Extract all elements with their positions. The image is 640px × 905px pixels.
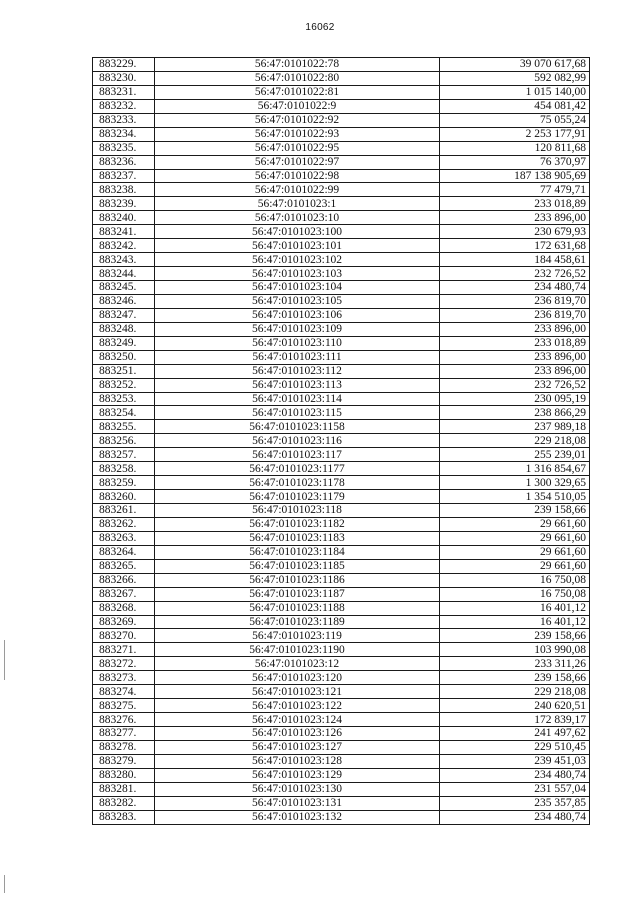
row-number-cell: 883271. (93, 643, 155, 657)
table-row (93, 85, 590, 99)
cadastral-value-cell: 172 839,17 (440, 713, 590, 727)
scan-margin-mark (4, 640, 5, 680)
row-number-cell: 883255. (93, 420, 155, 434)
table-row (93, 141, 590, 155)
cadastral-value-cell: 236 819,70 (440, 308, 590, 322)
cadastral-number-cell: 56:47:0101023:126 (155, 727, 440, 741)
table-row (93, 657, 590, 671)
table-row (93, 113, 590, 127)
row-number-cell: 883232. (93, 99, 155, 113)
table-row (93, 587, 590, 601)
cadastral-value-cell: 1 316 854,67 (440, 462, 590, 476)
row-number-cell: 883265. (93, 559, 155, 573)
cadastral-value-cell: 454 081,42 (440, 99, 590, 113)
cadastral-value-cell: 233 896,00 (440, 364, 590, 378)
table-row (93, 768, 590, 782)
table-row (93, 350, 590, 364)
cadastral-number-cell: 56:47:0101022:92 (155, 113, 440, 127)
cadastral-number-cell: 56:47:0101022:98 (155, 169, 440, 183)
row-number-cell: 883266. (93, 573, 155, 587)
row-number-cell: 883236. (93, 155, 155, 169)
table-row (93, 754, 590, 768)
cadastral-value-cell: 29 661,60 (440, 545, 590, 559)
table-row (93, 517, 590, 531)
row-number-cell: 883264. (93, 545, 155, 559)
table-row (93, 71, 590, 85)
cadastral-value-cell: 239 451,03 (440, 754, 590, 768)
cadastral-value-cell: 255 239,01 (440, 448, 590, 462)
cadastral-number-cell: 56:47:0101023:113 (155, 378, 440, 392)
cadastral-number-cell: 56:47:0101023:109 (155, 322, 440, 336)
row-number-cell: 883231. (93, 85, 155, 99)
cadastral-value-cell: 75 055,24 (440, 113, 590, 127)
table-row (93, 378, 590, 392)
cadastral-value-cell: 16 750,08 (440, 573, 590, 587)
cadastral-value-cell: 239 158,66 (440, 671, 590, 685)
cadastral-value-cell: 230 095,19 (440, 392, 590, 406)
cadastral-number-cell: 56:47:0101023:105 (155, 294, 440, 308)
row-number-cell: 883270. (93, 629, 155, 643)
cadastral-number-cell: 56:47:0101023:1187 (155, 587, 440, 601)
table-row (93, 504, 590, 518)
cadastral-number-cell: 56:47:0101023:1179 (155, 490, 440, 504)
table-row (93, 559, 590, 573)
cadastral-number-cell: 56:47:0101022:9 (155, 99, 440, 113)
cadastral-number-cell: 56:47:0101023:1183 (155, 531, 440, 545)
register-table-body (93, 58, 590, 825)
row-number-cell: 883258. (93, 462, 155, 476)
table-row (93, 183, 590, 197)
table-row (93, 239, 590, 253)
cadastral-value-cell: 233 018,89 (440, 336, 590, 350)
cadastral-number-cell: 56:47:0101022:97 (155, 155, 440, 169)
row-number-cell: 883243. (93, 253, 155, 267)
cadastral-value-cell: 239 158,66 (440, 629, 590, 643)
cadastral-number-cell: 56:47:0101022:95 (155, 141, 440, 155)
table-row (93, 211, 590, 225)
cadastral-value-cell: 29 661,60 (440, 559, 590, 573)
cadastral-number-cell: 56:47:0101023:1 (155, 197, 440, 211)
cadastral-number-cell: 56:47:0101023:1190 (155, 643, 440, 657)
table-row (93, 685, 590, 699)
cadastral-value-cell: 232 726,52 (440, 378, 590, 392)
cadastral-value-cell: 184 458,61 (440, 253, 590, 267)
table-row (93, 58, 590, 72)
row-number-cell: 883282. (93, 796, 155, 810)
cadastral-value-cell: 240 620,51 (440, 699, 590, 713)
table-row (93, 406, 590, 420)
cadastral-number-cell: 56:47:0101023:12 (155, 657, 440, 671)
table-row (93, 782, 590, 796)
cadastral-number-cell: 56:47:0101022:93 (155, 127, 440, 141)
row-number-cell: 883254. (93, 406, 155, 420)
table-row (93, 197, 590, 211)
cadastral-value-cell: 16 401,12 (440, 615, 590, 629)
row-number-cell: 883280. (93, 768, 155, 782)
cadastral-number-cell: 56:47:0101022:80 (155, 71, 440, 85)
row-number-cell: 883272. (93, 657, 155, 671)
cadastral-value-cell: 233 018,89 (440, 197, 590, 211)
cadastral-number-cell: 56:47:0101023:122 (155, 699, 440, 713)
row-number-cell: 883250. (93, 350, 155, 364)
table-row (93, 601, 590, 615)
cadastral-number-cell: 56:47:0101023:106 (155, 308, 440, 322)
row-number-cell: 883237. (93, 169, 155, 183)
table-row (93, 420, 590, 434)
row-number-cell: 883275. (93, 699, 155, 713)
cadastral-number-cell: 56:47:0101023:103 (155, 267, 440, 281)
row-number-cell: 883277. (93, 727, 155, 741)
cadastral-number-cell: 56:47:0101023:104 (155, 281, 440, 295)
table-row (93, 531, 590, 545)
cadastral-number-cell: 56:47:0101022:81 (155, 85, 440, 99)
cadastral-value-cell: 234 480,74 (440, 768, 590, 782)
cadastral-number-cell: 56:47:0101023:112 (155, 364, 440, 378)
cadastral-value-cell: 172 631,68 (440, 239, 590, 253)
row-number-cell: 883253. (93, 392, 155, 406)
row-number-cell: 883259. (93, 476, 155, 490)
cadastral-number-cell: 56:47:0101023:131 (155, 796, 440, 810)
row-number-cell: 883242. (93, 239, 155, 253)
table-row (93, 308, 590, 322)
row-number-cell: 883241. (93, 225, 155, 239)
table-row (93, 699, 590, 713)
cadastral-value-cell: 1 300 329,65 (440, 476, 590, 490)
cadastral-value-cell: 237 989,18 (440, 420, 590, 434)
cadastral-value-cell: 76 370,97 (440, 155, 590, 169)
cadastral-number-cell: 56:47:0101023:129 (155, 768, 440, 782)
cadastral-number-cell: 56:47:0101023:111 (155, 350, 440, 364)
table-row (93, 476, 590, 490)
cadastral-value-cell: 238 866,29 (440, 406, 590, 420)
row-number-cell: 883267. (93, 587, 155, 601)
cadastral-value-cell: 29 661,60 (440, 517, 590, 531)
row-number-cell: 883252. (93, 378, 155, 392)
row-number-cell: 883256. (93, 434, 155, 448)
table-row (93, 462, 590, 476)
cadastral-value-cell: 1 354 510,05 (440, 490, 590, 504)
cadastral-number-cell: 56:47:0101023:1184 (155, 545, 440, 559)
cadastral-value-cell: 233 311,26 (440, 657, 590, 671)
table-row (93, 643, 590, 657)
cadastral-number-cell: 56:47:0101023:110 (155, 336, 440, 350)
cadastral-number-cell: 56:47:0101023:117 (155, 448, 440, 462)
row-number-cell: 883263. (93, 531, 155, 545)
cadastral-number-cell: 56:47:0101023:130 (155, 782, 440, 796)
cadastral-value-cell: 120 811,68 (440, 141, 590, 155)
cadastral-number-cell: 56:47:0101023:1177 (155, 462, 440, 476)
table-row (93, 448, 590, 462)
row-number-cell: 883239. (93, 197, 155, 211)
table-row (93, 155, 590, 169)
row-number-cell: 883279. (93, 754, 155, 768)
row-number-cell: 883278. (93, 740, 155, 754)
table-row (93, 253, 590, 267)
cadastral-number-cell: 56:47:0101023:10 (155, 211, 440, 225)
cadastral-value-cell: 16 750,08 (440, 587, 590, 601)
table-row (93, 225, 590, 239)
table-row (93, 127, 590, 141)
table-row (93, 392, 590, 406)
cadastral-number-cell: 56:47:0101023:116 (155, 434, 440, 448)
row-number-cell: 883274. (93, 685, 155, 699)
cadastral-number-cell: 56:47:0101023:128 (155, 754, 440, 768)
row-number-cell: 883260. (93, 490, 155, 504)
row-number-cell: 883245. (93, 281, 155, 295)
cadastral-number-cell: 56:47:0101023:127 (155, 740, 440, 754)
cadastral-value-cell: 231 557,04 (440, 782, 590, 796)
row-number-cell: 883269. (93, 615, 155, 629)
row-number-cell: 883281. (93, 782, 155, 796)
table-row (93, 322, 590, 336)
cadastral-value-cell: 239 158,66 (440, 504, 590, 518)
row-number-cell: 883244. (93, 267, 155, 281)
cadastral-number-cell: 56:47:0101022:78 (155, 58, 440, 72)
table-row (93, 629, 590, 643)
cadastral-value-cell: 236 819,70 (440, 294, 590, 308)
table-row (93, 545, 590, 559)
cadastral-number-cell: 56:47:0101023:1185 (155, 559, 440, 573)
cadastral-number-cell: 56:47:0101023:1189 (155, 615, 440, 629)
table-row (93, 727, 590, 741)
table-row (93, 713, 590, 727)
row-number-cell: 883247. (93, 308, 155, 322)
cadastral-value-cell: 230 679,93 (440, 225, 590, 239)
table-row (93, 364, 590, 378)
row-number-cell: 883283. (93, 810, 155, 824)
cadastral-number-cell: 56:47:0101023:120 (155, 671, 440, 685)
cadastral-value-cell: 16 401,12 (440, 601, 590, 615)
row-number-cell: 883257. (93, 448, 155, 462)
table-row (93, 434, 590, 448)
cadastral-value-cell: 229 218,08 (440, 434, 590, 448)
row-number-cell: 883233. (93, 113, 155, 127)
row-number-cell: 883238. (93, 183, 155, 197)
cadastral-value-cell: 77 479,71 (440, 183, 590, 197)
cadastral-number-cell: 56:47:0101023:115 (155, 406, 440, 420)
table-row (93, 294, 590, 308)
row-number-cell: 883234. (93, 127, 155, 141)
cadastral-value-cell: 233 896,00 (440, 322, 590, 336)
page-number: 16062 (305, 22, 335, 33)
cadastral-number-cell: 56:47:0101023:1188 (155, 601, 440, 615)
scan-margin-mark (4, 875, 5, 893)
cadastral-value-cell: 234 480,74 (440, 810, 590, 824)
table-row (93, 169, 590, 183)
cadastral-number-cell: 56:47:0101023:1178 (155, 476, 440, 490)
cadastral-value-cell: 229 218,08 (440, 685, 590, 699)
row-number-cell: 883248. (93, 322, 155, 336)
row-number-cell: 883229. (93, 58, 155, 72)
table-row (93, 281, 590, 295)
cadastral-value-cell: 103 990,08 (440, 643, 590, 657)
table-row (93, 740, 590, 754)
cadastral-value-cell: 235 357,85 (440, 796, 590, 810)
cadastral-value-cell: 233 896,00 (440, 211, 590, 225)
row-number-cell: 883235. (93, 141, 155, 155)
cadastral-value-cell: 187 138 905,69 (440, 169, 590, 183)
cadastral-number-cell: 56:47:0101022:99 (155, 183, 440, 197)
table-row (93, 573, 590, 587)
cadastral-value-cell: 241 497,62 (440, 727, 590, 741)
cadastral-number-cell: 56:47:0101023:118 (155, 504, 440, 518)
cadastral-number-cell: 56:47:0101023:124 (155, 713, 440, 727)
register-table (92, 57, 590, 825)
cadastral-value-cell: 234 480,74 (440, 281, 590, 295)
table-row (93, 490, 590, 504)
table-row (93, 810, 590, 824)
cadastral-number-cell: 56:47:0101023:1186 (155, 573, 440, 587)
row-number-cell: 883230. (93, 71, 155, 85)
row-number-cell: 883262. (93, 517, 155, 531)
cadastral-value-cell: 592 082,99 (440, 71, 590, 85)
cadastral-value-cell: 229 510,45 (440, 740, 590, 754)
cadastral-number-cell: 56:47:0101023:114 (155, 392, 440, 406)
row-number-cell: 883268. (93, 601, 155, 615)
table-row (93, 615, 590, 629)
cadastral-value-cell: 29 661,60 (440, 531, 590, 545)
table-row (93, 796, 590, 810)
cadastral-value-cell: 232 726,52 (440, 267, 590, 281)
cadastral-number-cell: 56:47:0101023:1182 (155, 517, 440, 531)
cadastral-value-cell: 1 015 140,00 (440, 85, 590, 99)
table-row (93, 267, 590, 281)
table-row (93, 336, 590, 350)
table-row (93, 671, 590, 685)
cadastral-number-cell: 56:47:0101023:1158 (155, 420, 440, 434)
cadastral-value-cell: 233 896,00 (440, 350, 590, 364)
cadastral-number-cell: 56:47:0101023:121 (155, 685, 440, 699)
cadastral-number-cell: 56:47:0101023:102 (155, 253, 440, 267)
cadastral-value-cell: 39 070 617,68 (440, 58, 590, 72)
row-number-cell: 883246. (93, 294, 155, 308)
table-row (93, 99, 590, 113)
row-number-cell: 883249. (93, 336, 155, 350)
row-number-cell: 883276. (93, 713, 155, 727)
row-number-cell: 883240. (93, 211, 155, 225)
cadastral-number-cell: 56:47:0101023:132 (155, 810, 440, 824)
cadastral-value-cell: 2 253 177,91 (440, 127, 590, 141)
cadastral-number-cell: 56:47:0101023:119 (155, 629, 440, 643)
row-number-cell: 883273. (93, 671, 155, 685)
cadastral-number-cell: 56:47:0101023:101 (155, 239, 440, 253)
row-number-cell: 883261. (93, 504, 155, 518)
cadastral-number-cell: 56:47:0101023:100 (155, 225, 440, 239)
row-number-cell: 883251. (93, 364, 155, 378)
